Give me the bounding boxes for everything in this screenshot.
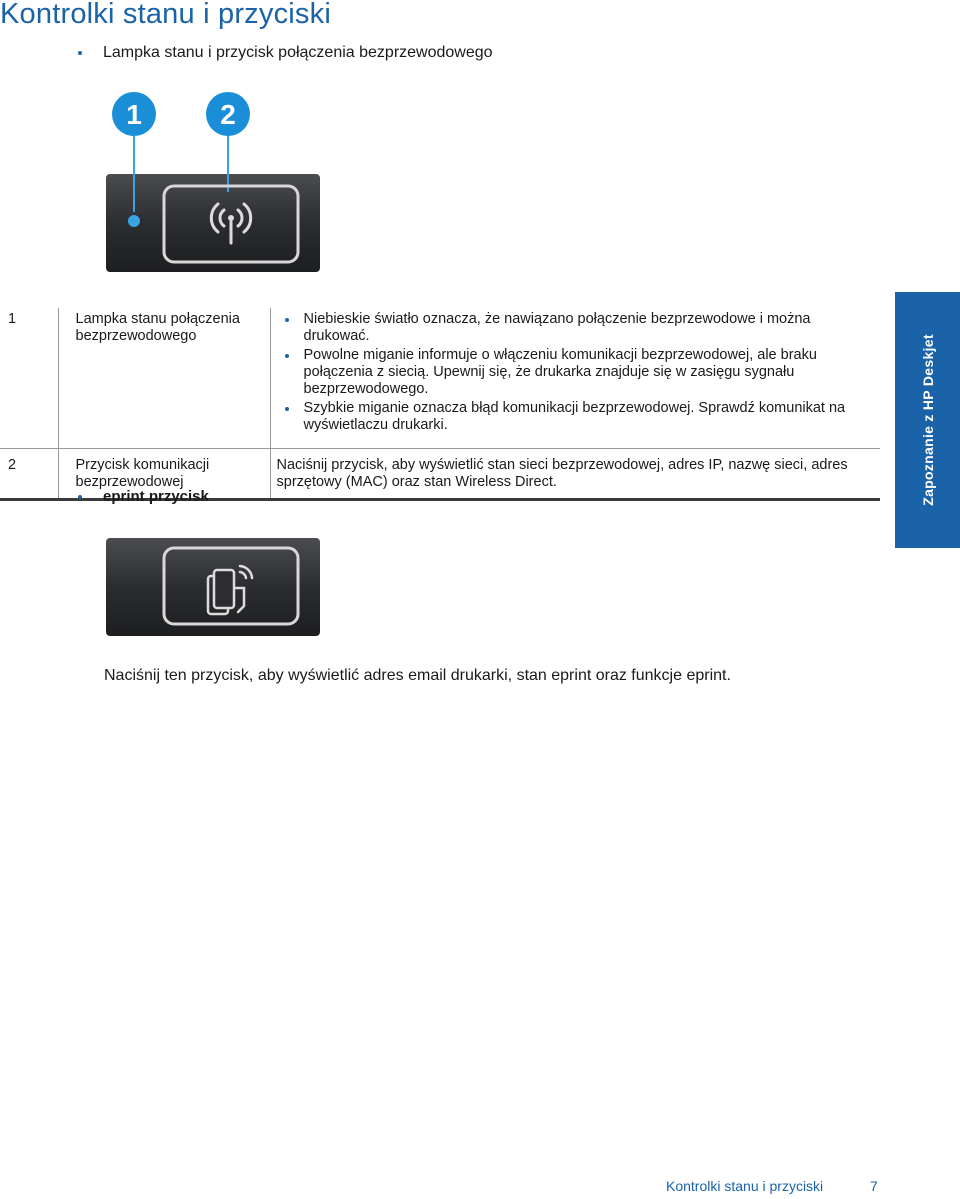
table-row <box>0 308 880 449</box>
section-bullet-wireless <box>78 44 493 62</box>
list-item: Powolne miganie informuje o włączeniu komunikacji bezprzewodowej, ale braku połączenia z siecią. Upewnij się, że drukarka znajduje się w zasięgu sygnału bezprzewodowego. <box>277 347 880 398</box>
row-number: 1 <box>8 311 17 327</box>
side-tab-label: Zapoznanie z HP Deskjet <box>919 334 936 506</box>
section-bullet-label: eprint przycisk <box>103 488 209 505</box>
bullet-icon <box>78 51 82 55</box>
footer-page-number: 7 <box>870 1178 878 1194</box>
section-bullet-label: Lampka stanu i przycisk połączenia bezprzewodowego <box>103 44 493 61</box>
svg-text:1: 1 <box>126 99 142 130</box>
page-title: Kontrolki stanu i przyciski <box>0 0 331 30</box>
row-description <box>270 308 880 449</box>
wireless-status-led <box>128 215 140 227</box>
side-tab <box>895 292 960 548</box>
eprint-panel-figure <box>104 536 322 638</box>
row-name: Lampka stanu połączenia bezprzewodowego <box>58 308 270 449</box>
footer-section-title: Kontrolki stanu i przyciski <box>666 1178 824 1194</box>
callout-2 <box>206 92 250 136</box>
svg-text:2: 2 <box>220 99 236 130</box>
bullet-icon <box>78 495 82 499</box>
callout-1 <box>112 92 156 136</box>
status-table <box>0 308 880 501</box>
list-item: Niebieskie światło oznacza, że nawiązano połączenie bezprzewodowe i można drukować. <box>277 311 880 345</box>
list-item: Szybkie miganie oznacza błąd komunikacji bezprzewodowej. Sprawdź komunikat na wyświetlaczu drukarki. <box>277 400 880 434</box>
row-number: 2 <box>0 449 58 500</box>
row-description: Naciśnij przycisk, aby wyświetlić stan sieci bezprzewodowej, adres IP, nazwę sieci, adres sprzętowy (MAC) oraz stan Wireless Direct. <box>270 449 880 500</box>
wireless-panel-figure <box>100 88 326 278</box>
eprint-description: Naciśnij ten przycisk, aby wyświetlić adres email drukarki, stan eprint oraz funkcje eprint. <box>104 667 731 684</box>
section-bullet-eprint <box>78 488 209 505</box>
row-name: Przycisk komunikacji bezprzewodowej <box>58 449 270 500</box>
